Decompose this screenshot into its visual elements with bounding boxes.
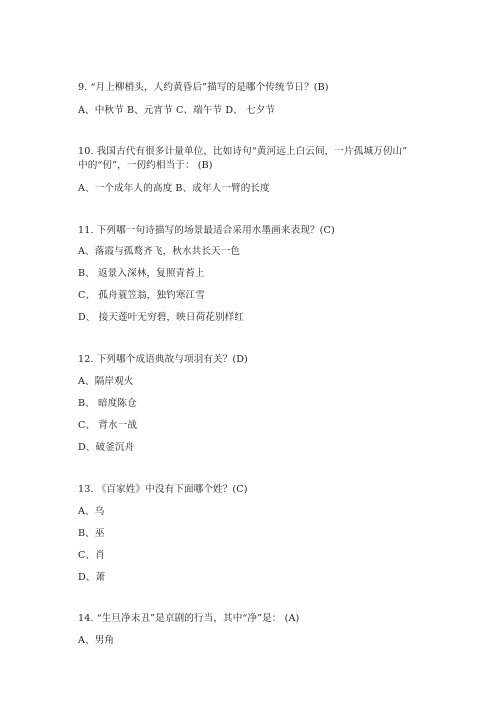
question-9-text: 9. “月上柳梢头，人约黄昏后”描写的是哪个传统节日？(B): [78, 82, 329, 93]
question-12-option-d: D、破釜沉舟: [78, 442, 135, 453]
question-11-text: 11. 下列哪一句诗描写的场景最适合采用水墨画来表现？(C): [78, 225, 335, 236]
question-12-text: 12. 下列哪个成语典故与项羽有关？(D): [78, 354, 248, 365]
question-10-text-cont: 中的“仞”，一仞约相当于： (B): [78, 160, 213, 171]
question-13-option-b: B、巫: [78, 528, 105, 539]
question-13-text: 13. 《百家姓》中没有下面哪个姓？(C): [78, 484, 248, 495]
question-9-options: A、中秋节 B、元宵节 C、端午节 D、 七夕节: [78, 105, 276, 116]
question-10-text: 10. 我国古代有很多计量单位，比如诗句“黄河远上白云间，一片孤城万仞山”: [78, 146, 408, 157]
question-12-option-a: A、隔岸观火: [78, 376, 134, 387]
question-12-option-c: C、 背水一战: [78, 420, 138, 431]
question-10-options: A、一个成年人的高度 B、成年人一臂的长度: [78, 183, 270, 194]
question-13-option-d: D、萧: [78, 572, 106, 583]
question-11-option-a: A、落霞与孤鹜齐飞，秋水共长天一色: [78, 246, 241, 257]
question-12-option-b: B、 暗度陈仓: [78, 398, 137, 409]
question-13-option-c: C、肖: [78, 550, 105, 561]
question-11-option-d: D、 接天莲叶无穷碧，映日荷花别样红: [78, 312, 245, 323]
question-11-option-c: C、 孤舟蓑笠翁，独钓寒江雪: [78, 290, 205, 301]
question-14-option-a: A、男角: [78, 635, 115, 646]
question-14-text: 14. “生旦净末丑”是京剧的行当，其中“净”是： (A): [78, 613, 300, 624]
question-13-option-a: A、乌: [78, 506, 105, 517]
question-11-option-b: B、 返景入深林，复照青苔上: [78, 268, 205, 279]
